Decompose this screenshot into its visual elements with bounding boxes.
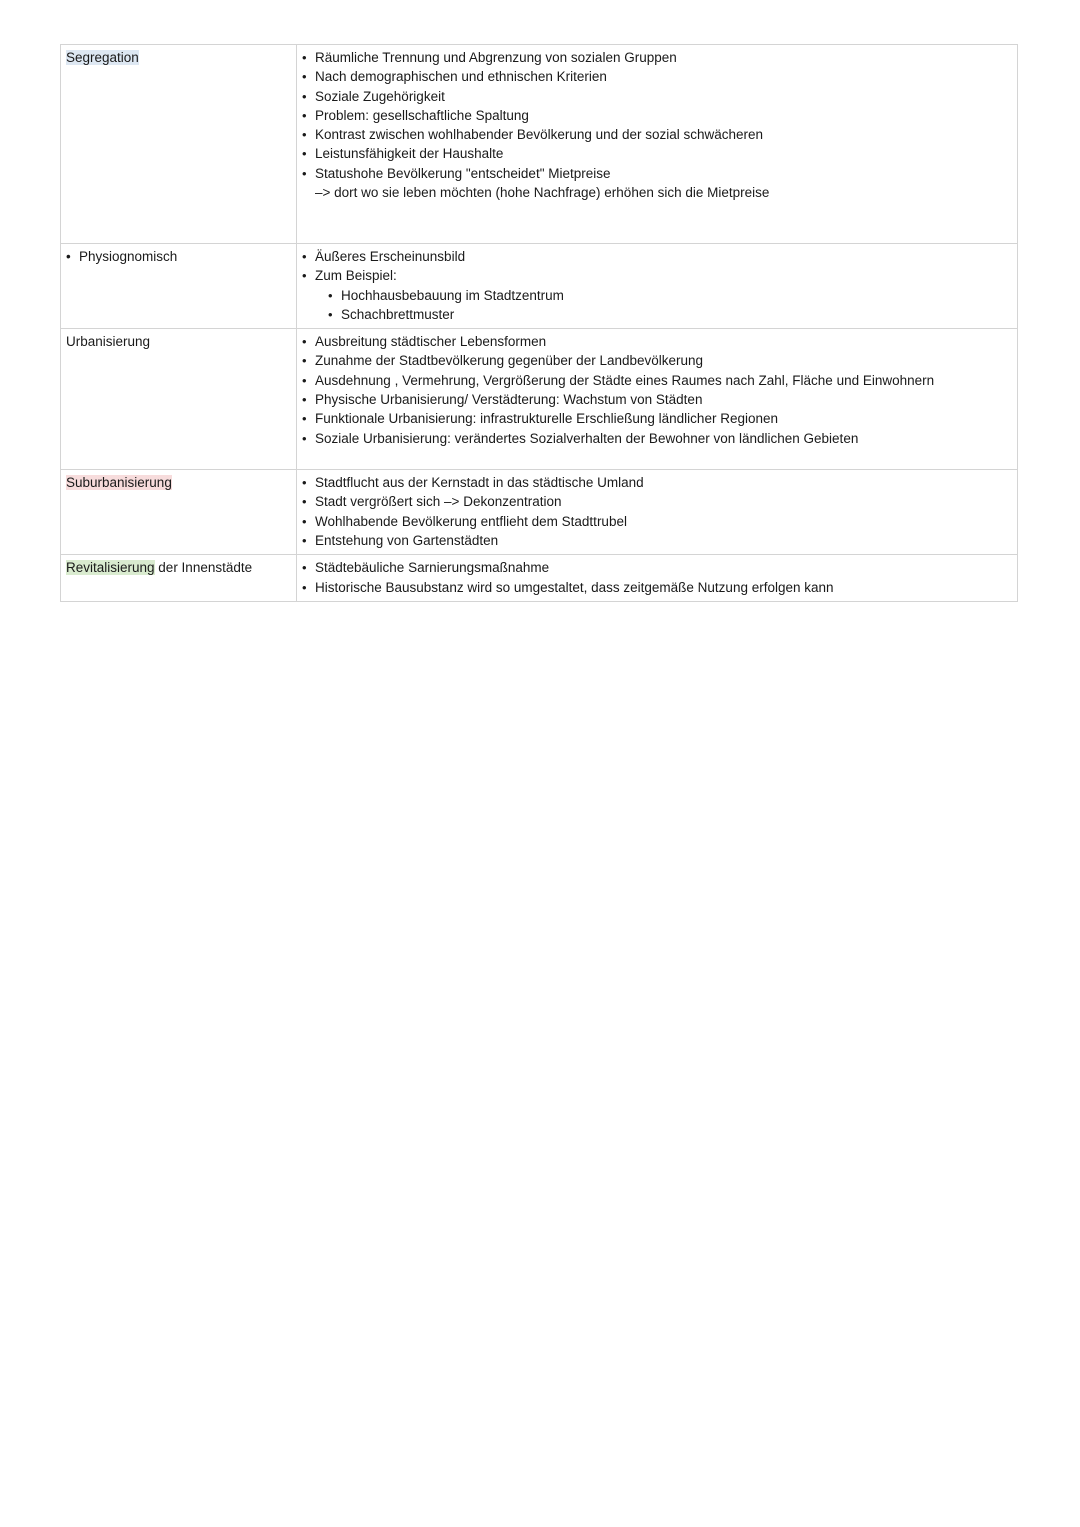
list-item: • Physische Urbanisierung/ Verstädterung: Wachstum von Städten [302, 390, 1012, 409]
bullet-list [302, 48, 1012, 183]
definition-cell [297, 45, 1018, 244]
bullet-list [302, 332, 1012, 448]
definition-cell [297, 555, 1018, 602]
term-suburbanisierung: Suburbanisierung [66, 475, 172, 491]
list-item: • Funktionale Urbanisierung: infrastrukturelle Erschließung ländlicher Regionen [302, 409, 1012, 428]
term-cell [61, 555, 297, 602]
list-item: • Kontrast zwischen wohlhabender Bevölkerung und der sozial schwächeren [302, 125, 1012, 144]
list-item: • Schachbrettmuster [328, 305, 1012, 324]
list-item: • Ausdehnung , Vermehrung, Vergrößerung der Städte eines Raumes nach Zahl, Fläche und Einwohnern [302, 371, 1012, 390]
term-cell [61, 329, 297, 470]
list-item: • Hochhausbebauung im Stadtzentrum [328, 286, 1012, 305]
list-item: • Leistunsfähigkeit der Haushalte [302, 144, 1012, 163]
continuation-line: –> dort wo sie leben möchten (hohe Nachfrage) erhöhen sich die Mietpreise [315, 185, 770, 201]
list-item: • Statushohe Bevölkerung "entscheidet" Mietpreise [302, 164, 1012, 183]
list-item: • Wohlhabende Bevölkerung entflieht dem Stadttrubel [302, 512, 1012, 531]
term-urbanisierung: Urbanisierung [66, 334, 151, 350]
list-item: • Soziale Zugehörigkeit [302, 87, 1012, 106]
list-item: • Problem: gesellschaftliche Spaltung [302, 106, 1012, 125]
sub-bullet-list [328, 286, 1012, 325]
list-item: • Stadt vergrößert sich –> Dekonzentration [302, 492, 1012, 511]
term-physiognomisch: • Physiognomisch [66, 247, 291, 266]
term-cell [61, 45, 297, 244]
bullet-list [302, 473, 1012, 550]
term-cell [61, 470, 297, 555]
list-item: • Entstehung von Gartenstädten [302, 531, 1012, 550]
definition-cell [297, 329, 1018, 470]
table-row [61, 45, 1018, 244]
list-item: • Soziale Urbanisierung: verändertes Sozialverhalten der Bewohner von ländlichen Gebieten [302, 429, 1012, 448]
table-row [61, 555, 1018, 602]
list-item: • Räumliche Trennung und Abgrenzung von sozialen Gruppen [302, 48, 1012, 67]
term-revitalisierung: Revitalisierung [66, 560, 155, 576]
table-row [61, 329, 1018, 470]
definition-cell [297, 244, 1018, 329]
glossary-table [60, 44, 1018, 602]
list-item: • Stadtflucht aus der Kernstadt in das städtische Umland [302, 473, 1012, 492]
list-item: • Zunahme der Stadtbevölkerung gegenüber der Landbevölkerung [302, 351, 1012, 370]
list-item: • Historische Bausubstanz wird so umgestaltet, dass zeitgemäße Nutzung erfolgen kann [302, 578, 1012, 597]
list-item: • Zum Beispiel: [302, 266, 1012, 285]
list-item: • Äußeres Erscheinunsbild [302, 247, 1012, 266]
bullet-list [302, 558, 1012, 597]
term-segregation: Segregation [66, 50, 139, 65]
term-cell [61, 244, 297, 329]
list-item: • Ausbreitung städtischer Lebensformen [302, 332, 1012, 351]
list-item: • Nach demographischen und ethnischen Kriterien [302, 67, 1012, 86]
list-item: • Städtebäuliche Sarnierungsmaßnahme [302, 558, 1012, 577]
bullet-list [302, 247, 1012, 286]
term-suffix: der Innenstädte [154, 560, 253, 576]
table-row [61, 244, 1018, 329]
table-row [61, 470, 1018, 555]
definition-cell [297, 470, 1018, 555]
